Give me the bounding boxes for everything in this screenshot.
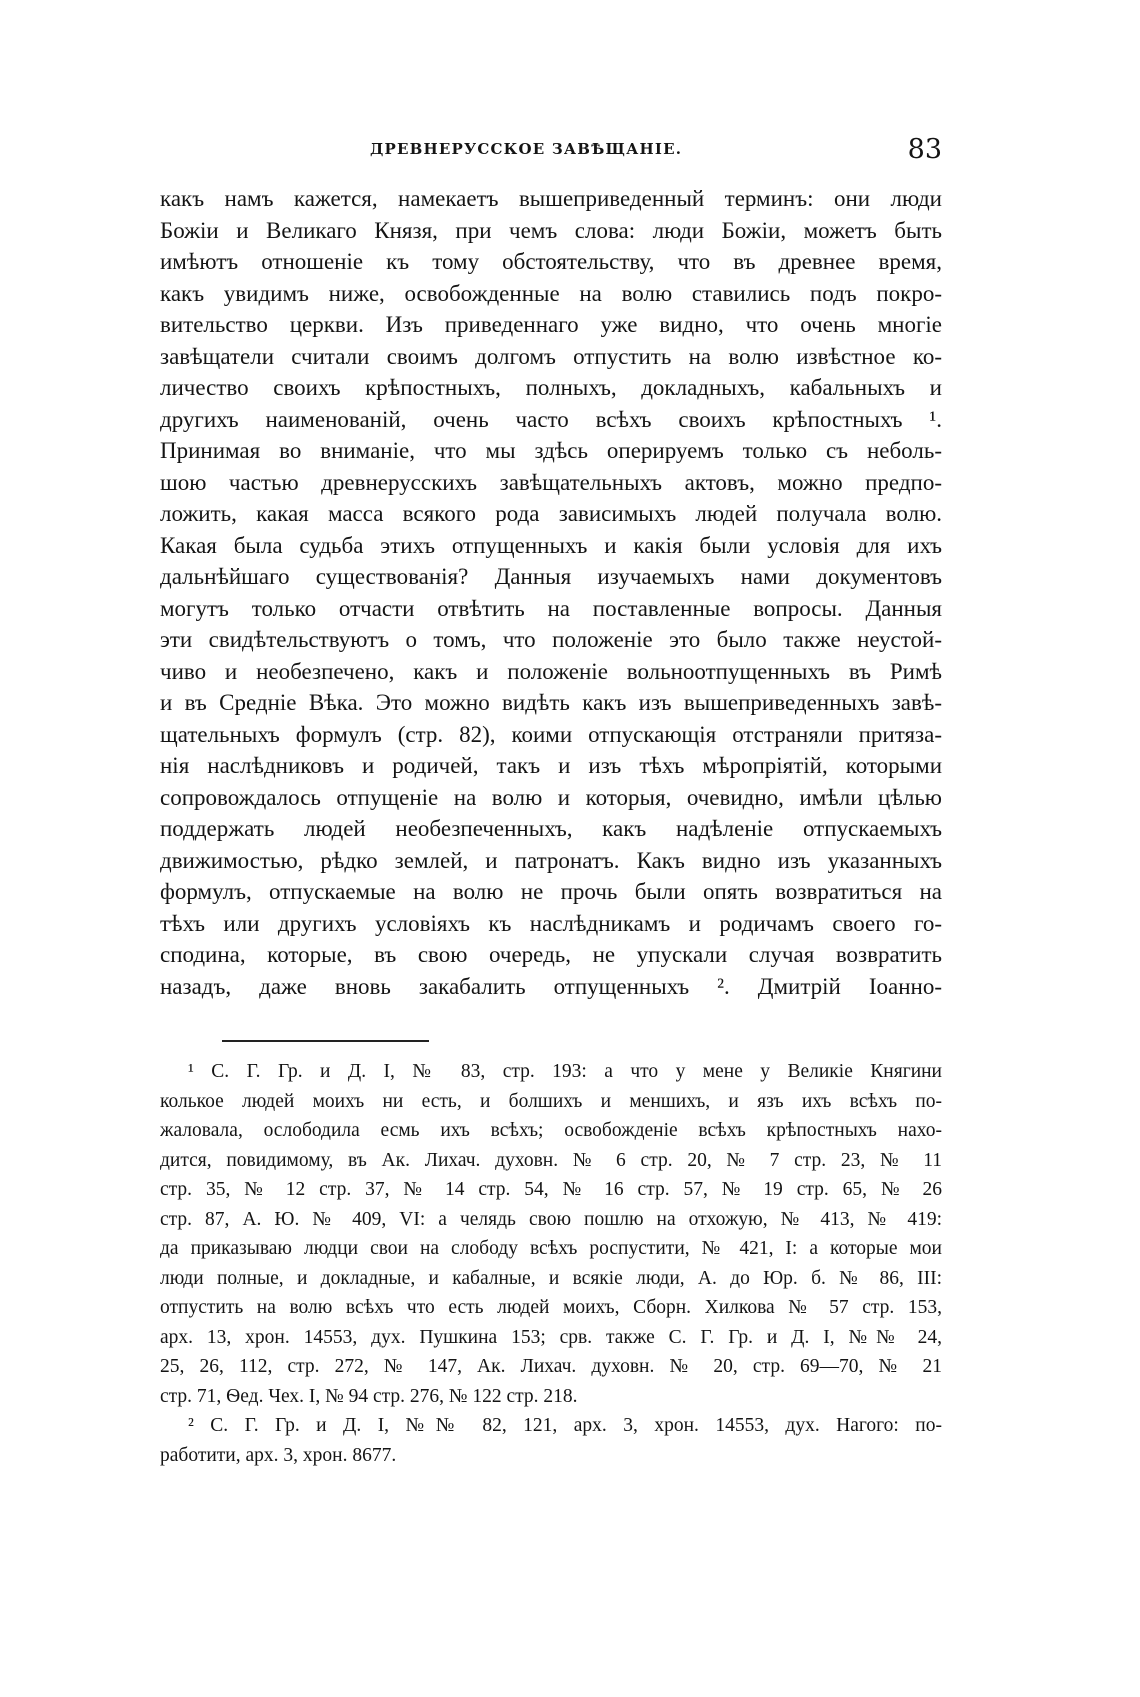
running-header [160,134,942,174]
body-line: какъ увидимъ ниже, освобожденные на волю ставились подъ покро- [160,280,942,306]
footnote-line: стр. 35, № 12 стр. 37, № 14 стр. 54, № 16 стр. 57, № 19 стр. 65, № 26 [160,1179,942,1200]
footnote-line: колькое людей моихъ ни есть, и болшихъ и меншихъ, и язъ ихъ всѣхъ по- [160,1090,942,1112]
body-line: имѣютъ отношеніе къ тому обстоятельству, что въ древнее время, [160,249,942,274]
body-line: движимостью, рѣдко землей, и патронатъ. Какъ видно изъ указанныхъ [160,847,942,873]
page-number: 83 [907,134,942,165]
body-line: вительство церкви. Изъ приведеннаго уже видно, что очень многіе [160,312,942,337]
footnote-line: стр. 87, А. Ю. № 409, VI: а челядь свою пошлю на отхожую, № 413, № 419: [160,1208,942,1230]
body-line: Какая была судьба этихъ отпущенныхъ и какія были условія для ихъ [160,532,942,558]
body-line: личество своихъ крѣпостныхъ, полныхъ, докладныхъ, кабальныхъ и [160,375,942,400]
body-line: тѣхъ или другихъ условіяхъ къ наслѣдникамъ и родичамъ своего го- [160,910,942,936]
footnote-line: отпустить на волю всѣхъ что есть людей моихъ, Сборн. Хилкова № 57 стр. 153, [160,1297,942,1318]
body-line: сподина, которые, въ свою очередь, не упускали случая возвратить [160,942,942,967]
body-line: чиво и необезпечено, какъ и положеніе вольноотпущенныхъ въ Римѣ [160,658,942,684]
footnotes [160,1057,942,1470]
body-line: сопровождалось отпущеніе на волю и которыя, очевидно, имѣли цѣлью [160,784,942,810]
footnote-line: жаловала, ослободила есмь ихъ всѣхъ; освобожденіе всѣхъ крѣпостныхъ нахо- [160,1120,942,1141]
body-line: другихъ наименованій, очень часто всѣхъ своихъ крѣпостныхъ ¹. [160,406,942,432]
footnote-line: дится, повидимому, въ Ак. Лихач. духовн. № 6 стр. 20, № 7 стр. 23, № 11 [160,1149,942,1171]
footnote-line: ² С. Г. Гр. и Д. I, №№ 82, 121, арх. 3, хрон. 14553, дух. Нагого: по- [188,1415,942,1436]
body-paragraph [160,183,942,1002]
body-line: щательныхъ формулъ (стр. 82), коими отпускающія отстраняли притяза- [160,721,942,747]
footnote-line: работити, арх. 3, хрон. 8677. [160,1444,397,1466]
body-line: нія наслѣдниковъ и родичей, такъ и изъ тѣхъ мѣропріятій, которыми [160,753,942,778]
body-line: ложить, какая масса всякого рода зависимыхъ людей получала волю. [160,501,942,526]
body-line: назадъ, даже вновь закабалить отпущенныхъ ². Дмитрій Іоанно- [160,973,942,999]
body-line: шою частью древнерусскихъ завѣщательныхъ актовъ, можно предпо- [160,469,942,495]
body-line: могутъ только отчасти отвѣтить на поставленные вопросы. Данныя [160,595,942,621]
body-line: Божіи и Великаго Князя, при чемъ слова: люди Божіи, можетъ быть [160,217,942,243]
footnote-line: люди полные, и докладные, и кабалные, и всякіе люди, А. до Юр. б. № 86, III: [160,1267,942,1289]
body-line: эти свидѣтельствуютъ о томъ, что положеніе это было также неустой- [160,627,942,652]
footnote-line: арх. 13, хрон. 14553, дух. Пушкина 153; срв. также С. Г. Гр. и Д. I, №№ 24, [160,1326,942,1348]
running-title: ДРЕВНЕРУССКОЕ ЗАВѢЩАНІЕ. [370,140,683,158]
body-line: какъ намъ кажется, намекаетъ вышеприведенный терминъ: они люди [160,186,942,211]
footnote-line: ¹ С. Г. Гр. и Д. I, № 83, стр. 193: а что у мене у Великіе Княгини [188,1061,942,1082]
footnote-line: 25, 26, 112, стр. 272, № 147, Ак. Лихач. духовн. № 20, стр. 69—70, № 21 [160,1356,942,1377]
body-line: и въ Средніе Вѣка. Это можно видѣть какъ изъ вышеприведенныхъ завѣ- [160,690,942,715]
footnote-line: стр. 71, Ѳед. Чех. I, № 94 стр. 276, № 122 стр. 218. [160,1385,578,1407]
body-line: формулъ, отпускаемые на волю не прочь были опять возвратиться на [160,879,942,904]
body-line: поддержать людей необезпеченныхъ, какъ надѣленіе отпускаемыхъ [160,816,942,841]
footnote-line: да приказываю людци свои на слободу всѣхъ роспустити, № 421, I: а которые мои [160,1238,942,1259]
footnote-separator [222,1040,429,1042]
body-line: дальнѣйшаго существованія? Данныя изучаемыхъ нами документовъ [160,564,942,589]
body-line: завѣщатели считали своимъ долгомъ отпустить на волю извѣстное ко- [160,343,942,369]
body-line: Принимая во вниманіе, что мы здѣсь оперируемъ только съ неболь- [160,438,942,463]
footnote-1 [160,1057,942,1411]
footnote-2 [160,1411,942,1470]
